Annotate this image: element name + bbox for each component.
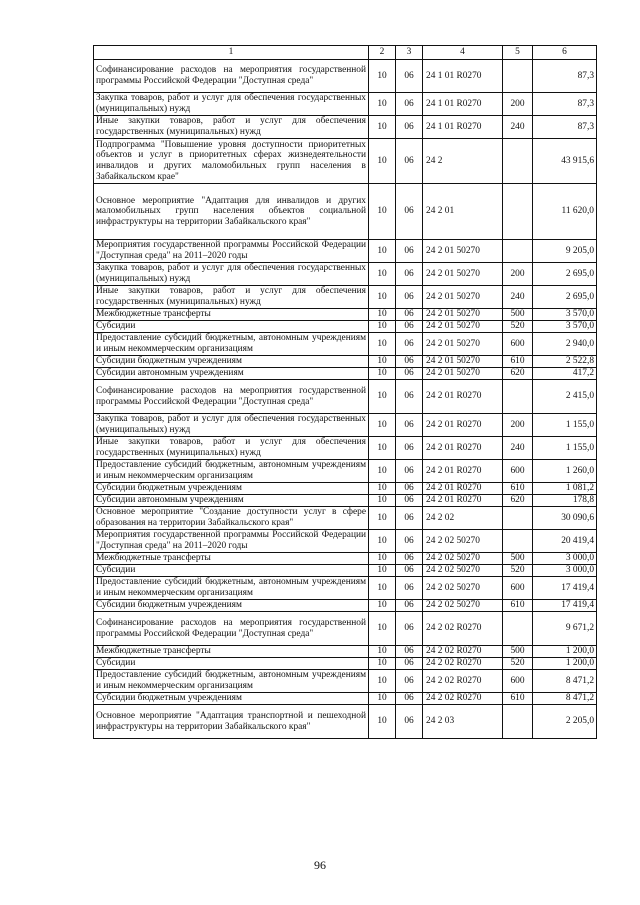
row-target-article-cell: 24 2 02 R0270 xyxy=(423,693,503,705)
row-name-cell: Основное мероприятие "Создание доступности услуг в сфере образования на территории Забайкальского края" xyxy=(94,507,369,530)
row-section-cell: 10 xyxy=(369,93,396,116)
row-subsection-cell: 06 xyxy=(396,646,423,658)
row-target-article-cell: 24 2 02 50270 xyxy=(423,600,503,612)
row-target-article-cell: 24 1 01 R0270 xyxy=(423,116,503,139)
row-name-cell: Субсидии бюджетным учреждениям xyxy=(94,356,369,368)
row-name-cell: Межбюджетные трансферты xyxy=(94,309,369,321)
row-section-cell: 10 xyxy=(369,553,396,565)
row-name-cell: Закупка товаров, работ и услуг для обеспечения государственных (муниципальных) нужд xyxy=(94,414,369,437)
row-name-cell: Субсидии бюджетным учреждениям xyxy=(94,483,369,495)
table-row xyxy=(94,705,597,739)
row-target-article-cell: 24 2 01 50270 xyxy=(423,286,503,309)
row-section-cell: 10 xyxy=(369,139,396,184)
row-amount-cell: 2 940,0 xyxy=(533,333,597,356)
row-name-cell: Софинансирование расходов на мероприятия государственной программы Российской Федерации "Доступная среда" xyxy=(94,60,369,93)
row-expense-type-cell xyxy=(503,612,533,646)
row-target-article-cell: 24 2 01 R0270 xyxy=(423,483,503,495)
row-subsection-cell: 06 xyxy=(396,321,423,333)
row-name-cell: Основное мероприятие "Адаптация транспортной и пешеходной инфраструктуры на территории Забайкальского края" xyxy=(94,705,369,739)
row-expense-type-cell: 600 xyxy=(503,460,533,483)
row-target-article-cell: 24 2 01 50270 xyxy=(423,309,503,321)
row-expense-type-cell: 610 xyxy=(503,483,533,495)
row-expense-type-cell: 600 xyxy=(503,670,533,693)
row-expense-type-cell: 200 xyxy=(503,93,533,116)
row-expense-type-cell: 620 xyxy=(503,368,533,380)
table-row xyxy=(94,184,597,240)
row-amount-cell: 87,3 xyxy=(533,93,597,116)
row-subsection-cell: 06 xyxy=(396,705,423,739)
row-subsection-cell: 06 xyxy=(396,286,423,309)
row-amount-cell: 17 419,4 xyxy=(533,600,597,612)
row-section-cell: 10 xyxy=(369,333,396,356)
row-amount-cell: 1 260,0 xyxy=(533,460,597,483)
table-row xyxy=(94,577,597,600)
row-section-cell: 10 xyxy=(369,437,396,460)
row-amount-cell: 3 000,0 xyxy=(533,565,597,577)
table-row xyxy=(94,612,597,646)
row-expense-type-cell: 500 xyxy=(503,309,533,321)
row-name-cell: Мероприятия государственной программы Российской Федерации "Доступная среда" на 2011–2020 годы xyxy=(94,240,369,263)
row-subsection-cell: 06 xyxy=(396,437,423,460)
table-row xyxy=(94,368,597,380)
row-section-cell: 10 xyxy=(369,530,396,553)
row-section-cell: 10 xyxy=(369,507,396,530)
row-target-article-cell: 24 2 03 xyxy=(423,705,503,739)
row-target-article-cell: 24 1 01 R0270 xyxy=(423,60,503,93)
table-row xyxy=(94,414,597,437)
row-name-cell: Закупка товаров, работ и услуг для обеспечения государственных (муниципальных) нужд xyxy=(94,263,369,286)
row-name-cell: Межбюджетные трансферты xyxy=(94,553,369,565)
row-amount-cell: 9 205,0 xyxy=(533,240,597,263)
row-subsection-cell: 06 xyxy=(396,460,423,483)
row-subsection-cell: 06 xyxy=(396,240,423,263)
row-amount-cell: 1 200,0 xyxy=(533,646,597,658)
table-row xyxy=(94,380,597,414)
row-expense-type-cell: 600 xyxy=(503,333,533,356)
row-amount-cell: 178,8 xyxy=(533,495,597,507)
row-amount-cell: 2 522,8 xyxy=(533,356,597,368)
row-expense-type-cell xyxy=(503,60,533,93)
row-target-article-cell: 24 2 01 R0270 xyxy=(423,495,503,507)
row-name-cell: Основное мероприятие "Адаптация для инвалидов и других маломобильных групп населения объектов социальной инфраструктуры на территории Забайкальского края" xyxy=(94,184,369,240)
row-name-cell: Предоставление субсидий бюджетным, автономным учреждениям и иным некоммерческим организациям xyxy=(94,333,369,356)
row-section-cell: 10 xyxy=(369,380,396,414)
table-row xyxy=(94,437,597,460)
row-target-article-cell: 24 2 02 50270 xyxy=(423,530,503,553)
row-target-article-cell: 24 1 01 R0270 xyxy=(423,93,503,116)
row-target-article-cell: 24 2 01 R0270 xyxy=(423,414,503,437)
row-expense-type-cell: 500 xyxy=(503,646,533,658)
row-amount-cell: 8 471,2 xyxy=(533,693,597,705)
row-expense-type-cell xyxy=(503,380,533,414)
row-subsection-cell: 06 xyxy=(396,263,423,286)
row-expense-type-cell: 500 xyxy=(503,553,533,565)
row-subsection-cell: 06 xyxy=(396,612,423,646)
row-target-article-cell: 24 2 01 50270 xyxy=(423,240,503,263)
row-expense-type-cell: 520 xyxy=(503,565,533,577)
row-name-cell: Субсидии бюджетным учреждениям xyxy=(94,600,369,612)
table-row xyxy=(94,93,597,116)
row-name-cell: Межбюджетные трансферты xyxy=(94,646,369,658)
row-section-cell: 10 xyxy=(369,184,396,240)
row-expense-type-cell xyxy=(503,240,533,263)
row-amount-cell: 2 205,0 xyxy=(533,705,597,739)
table-body xyxy=(94,60,597,739)
table-row xyxy=(94,60,597,93)
table-row xyxy=(94,553,597,565)
row-name-cell: Субсидии автономным учреждениям xyxy=(94,368,369,380)
table-row xyxy=(94,646,597,658)
row-amount-cell: 1 200,0 xyxy=(533,658,597,670)
row-expense-type-cell xyxy=(503,530,533,553)
row-subsection-cell: 06 xyxy=(396,483,423,495)
row-target-article-cell: 24 2 02 R0270 xyxy=(423,646,503,658)
row-target-article-cell: 24 2 01 50270 xyxy=(423,321,503,333)
row-name-cell: Субсидии автономным учреждениям xyxy=(94,495,369,507)
row-target-article-cell: 24 2 01 R0270 xyxy=(423,380,503,414)
budget-table xyxy=(93,45,597,739)
row-target-article-cell: 24 2 02 50270 xyxy=(423,565,503,577)
row-subsection-cell: 06 xyxy=(396,356,423,368)
row-section-cell: 10 xyxy=(369,495,396,507)
row-expense-type-cell xyxy=(503,507,533,530)
row-expense-type-cell: 610 xyxy=(503,693,533,705)
row-target-article-cell: 24 2 02 R0270 xyxy=(423,670,503,693)
row-subsection-cell: 06 xyxy=(396,507,423,530)
row-name-cell: Субсидии бюджетным учреждениям xyxy=(94,693,369,705)
row-name-cell: Подпрограмма "Повышение уровня доступности приоритетных объектов и услуг в приоритетных сферах жизнедеятельности инвалидов и других маломобильных групп населения в Забайкальском крае" xyxy=(94,139,369,184)
row-name-cell: Предоставление субсидий бюджетным, автономным учреждениям и иным некоммерческим организациям xyxy=(94,577,369,600)
budget-table-container xyxy=(93,45,596,739)
row-amount-cell: 30 090,6 xyxy=(533,507,597,530)
row-target-article-cell: 24 2 01 R0270 xyxy=(423,460,503,483)
row-subsection-cell: 06 xyxy=(396,565,423,577)
table-row xyxy=(94,321,597,333)
row-subsection-cell: 06 xyxy=(396,380,423,414)
table-row xyxy=(94,565,597,577)
row-section-cell: 10 xyxy=(369,658,396,670)
table-row xyxy=(94,507,597,530)
row-section-cell: 10 xyxy=(369,309,396,321)
row-name-cell: Иные закупки товаров, работ и услуг для обеспечения государственных (муниципальных) нужд xyxy=(94,286,369,309)
header-row xyxy=(94,46,597,60)
row-section-cell: 10 xyxy=(369,460,396,483)
row-section-cell: 10 xyxy=(369,263,396,286)
row-amount-cell: 3 570,0 xyxy=(533,309,597,321)
row-amount-cell: 17 419,4 xyxy=(533,577,597,600)
row-target-article-cell: 24 2 02 R0270 xyxy=(423,612,503,646)
table-row xyxy=(94,356,597,368)
row-expense-type-cell: 610 xyxy=(503,356,533,368)
row-section-cell: 10 xyxy=(369,600,396,612)
row-target-article-cell: 24 2 02 xyxy=(423,507,503,530)
table-row xyxy=(94,693,597,705)
row-target-article-cell: 24 2 01 xyxy=(423,184,503,240)
row-expense-type-cell: 240 xyxy=(503,437,533,460)
table-row xyxy=(94,658,597,670)
row-section-cell: 10 xyxy=(369,414,396,437)
table-row xyxy=(94,333,597,356)
row-subsection-cell: 06 xyxy=(396,116,423,139)
row-expense-type-cell: 520 xyxy=(503,321,533,333)
row-subsection-cell: 06 xyxy=(396,93,423,116)
row-expense-type-cell: 240 xyxy=(503,116,533,139)
row-name-cell: Иные закупки товаров, работ и услуг для обеспечения государственных (муниципальных) нужд xyxy=(94,116,369,139)
row-name-cell: Закупка товаров, работ и услуг для обеспечения государственных (муниципальных) нужд xyxy=(94,93,369,116)
row-name-cell: Софинансирование расходов на мероприятия государственной программы Российской Федерации "Доступная среда" xyxy=(94,612,369,646)
header-col-5: 5 xyxy=(503,46,533,60)
row-subsection-cell: 06 xyxy=(396,670,423,693)
row-amount-cell: 3 570,0 xyxy=(533,321,597,333)
row-amount-cell: 2 695,0 xyxy=(533,286,597,309)
row-subsection-cell: 06 xyxy=(396,368,423,380)
page-number: 96 xyxy=(314,858,326,872)
row-name-cell: Мероприятия государственной программы Российской Федерации "Доступная среда" на 2011–2020 годы xyxy=(94,530,369,553)
row-subsection-cell: 06 xyxy=(396,60,423,93)
row-target-article-cell: 24 2 01 50270 xyxy=(423,368,503,380)
row-section-cell: 10 xyxy=(369,286,396,309)
table-row xyxy=(94,139,597,184)
row-section-cell: 10 xyxy=(369,612,396,646)
row-amount-cell: 3 000,0 xyxy=(533,553,597,565)
row-expense-type-cell: 610 xyxy=(503,600,533,612)
row-name-cell: Софинансирование расходов на мероприятия государственной программы Российской Федерации "Доступная среда" xyxy=(94,380,369,414)
table-row xyxy=(94,309,597,321)
row-section-cell: 10 xyxy=(369,565,396,577)
row-expense-type-cell: 600 xyxy=(503,577,533,600)
row-amount-cell: 11 620,0 xyxy=(533,184,597,240)
row-section-cell: 10 xyxy=(369,356,396,368)
row-amount-cell: 1 155,0 xyxy=(533,437,597,460)
row-expense-type-cell: 240 xyxy=(503,286,533,309)
table-row xyxy=(94,670,597,693)
row-section-cell: 10 xyxy=(369,577,396,600)
row-subsection-cell: 06 xyxy=(396,530,423,553)
row-expense-type-cell xyxy=(503,705,533,739)
row-subsection-cell: 06 xyxy=(396,495,423,507)
header-col-6: 6 xyxy=(533,46,597,60)
row-amount-cell: 9 671,2 xyxy=(533,612,597,646)
row-section-cell: 10 xyxy=(369,483,396,495)
row-target-article-cell: 24 2 02 50270 xyxy=(423,577,503,600)
row-expense-type-cell: 200 xyxy=(503,414,533,437)
row-amount-cell: 2 415,0 xyxy=(533,380,597,414)
row-section-cell: 10 xyxy=(369,240,396,263)
header-col-1: 1 xyxy=(94,46,369,60)
row-subsection-cell: 06 xyxy=(396,600,423,612)
row-subsection-cell: 06 xyxy=(396,577,423,600)
table-row xyxy=(94,116,597,139)
row-expense-type-cell: 620 xyxy=(503,495,533,507)
row-section-cell: 10 xyxy=(369,693,396,705)
row-amount-cell: 43 915,6 xyxy=(533,139,597,184)
row-target-article-cell: 24 2 02 50270 xyxy=(423,553,503,565)
row-amount-cell: 417,2 xyxy=(533,368,597,380)
table-row xyxy=(94,286,597,309)
table-row xyxy=(94,495,597,507)
row-subsection-cell: 06 xyxy=(396,693,423,705)
row-target-article-cell: 24 2 01 50270 xyxy=(423,263,503,286)
row-amount-cell: 8 471,2 xyxy=(533,670,597,693)
row-section-cell: 10 xyxy=(369,368,396,380)
row-section-cell: 10 xyxy=(369,705,396,739)
row-name-cell: Предоставление субсидий бюджетным, автономным учреждениям и иным некоммерческим организациям xyxy=(94,670,369,693)
row-target-article-cell: 24 2 01 50270 xyxy=(423,356,503,368)
row-target-article-cell: 24 2 01 R0270 xyxy=(423,437,503,460)
row-amount-cell: 2 695,0 xyxy=(533,263,597,286)
row-section-cell: 10 xyxy=(369,321,396,333)
row-name-cell: Субсидии xyxy=(94,565,369,577)
row-name-cell: Иные закупки товаров, работ и услуг для обеспечения государственных (муниципальных) нужд xyxy=(94,437,369,460)
table-row xyxy=(94,530,597,553)
header-col-2: 2 xyxy=(369,46,396,60)
row-expense-type-cell: 520 xyxy=(503,658,533,670)
header-col-3: 3 xyxy=(396,46,423,60)
table-row xyxy=(94,263,597,286)
table-row xyxy=(94,240,597,263)
row-target-article-cell: 24 2 02 R0270 xyxy=(423,658,503,670)
row-subsection-cell: 06 xyxy=(396,658,423,670)
row-section-cell: 10 xyxy=(369,116,396,139)
row-section-cell: 10 xyxy=(369,670,396,693)
row-subsection-cell: 06 xyxy=(396,139,423,184)
table-row xyxy=(94,600,597,612)
row-expense-type-cell xyxy=(503,139,533,184)
row-name-cell: Предоставление субсидий бюджетным, автономным учреждениям и иным некоммерческим организациям xyxy=(94,460,369,483)
row-subsection-cell: 06 xyxy=(396,553,423,565)
header-col-4: 4 xyxy=(423,46,503,60)
row-name-cell: Субсидии xyxy=(94,658,369,670)
row-amount-cell: 1 155,0 xyxy=(533,414,597,437)
row-amount-cell: 20 419,4 xyxy=(533,530,597,553)
row-target-article-cell: 24 2 01 50270 xyxy=(423,333,503,356)
row-subsection-cell: 06 xyxy=(396,414,423,437)
row-amount-cell: 1 081,2 xyxy=(533,483,597,495)
row-expense-type-cell: 200 xyxy=(503,263,533,286)
row-subsection-cell: 06 xyxy=(396,309,423,321)
table-row xyxy=(94,483,597,495)
row-section-cell: 10 xyxy=(369,60,396,93)
row-amount-cell: 87,3 xyxy=(533,60,597,93)
row-subsection-cell: 06 xyxy=(396,184,423,240)
row-expense-type-cell xyxy=(503,184,533,240)
table-row xyxy=(94,460,597,483)
row-target-article-cell: 24 2 xyxy=(423,139,503,184)
row-section-cell: 10 xyxy=(369,646,396,658)
row-name-cell: Субсидии xyxy=(94,321,369,333)
row-subsection-cell: 06 xyxy=(396,333,423,356)
row-amount-cell: 87,3 xyxy=(533,116,597,139)
